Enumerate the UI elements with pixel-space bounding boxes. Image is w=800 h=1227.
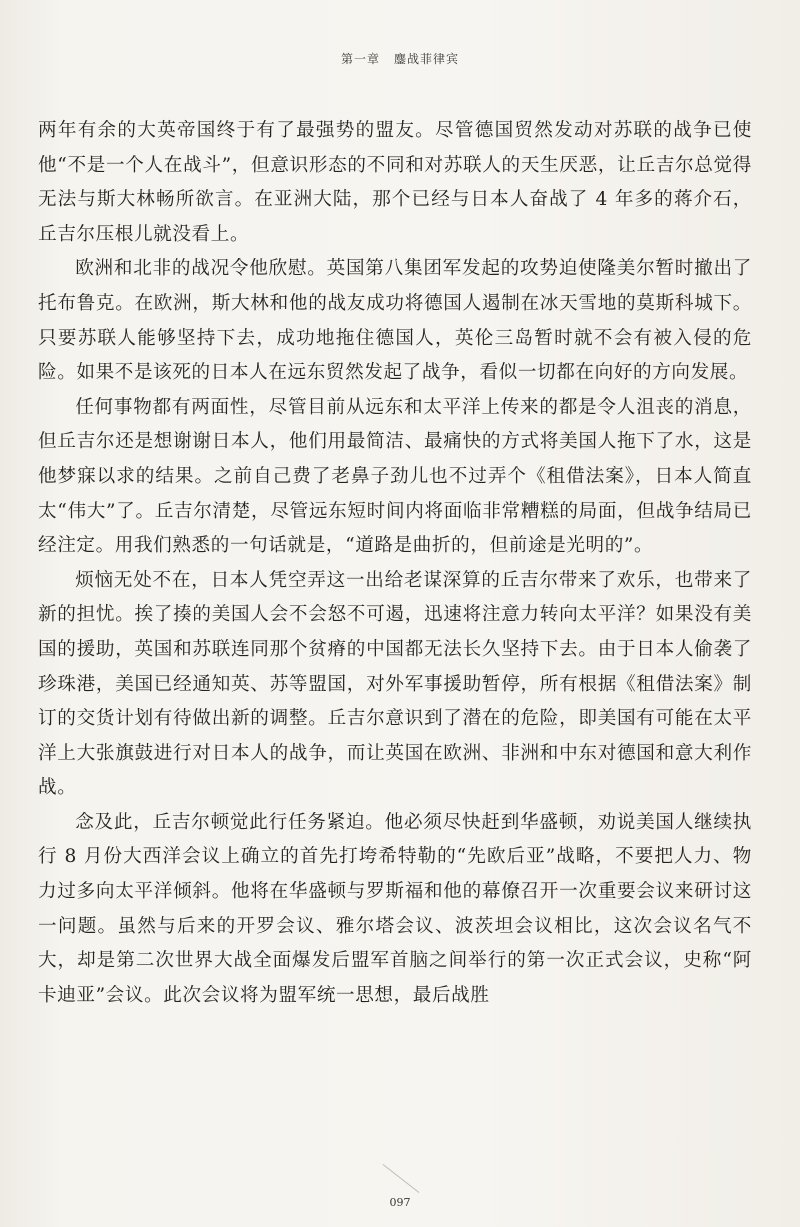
chapter-title: 鏖战菲律宾	[394, 52, 460, 66]
chapter-number: 第一章	[340, 52, 380, 66]
paragraph-4: 烦恼无处不在，日本人凭空弄这一出给老谋深算的丘吉尔带来了欢乐，也带来了新的担忧。挨了揍的美国人会不会怒不可遏，迅速将注意力转向太平洋？如果没有美国的援助，英国和苏联连同那个贫瘠的中国都无法长久坚持下去。由于日本人偷袭了珍珠港，美国已经通知英、苏等盟国，对外军事援助暂停，所有根据《租借法案》制订的交货计划有待做出新的调整。丘吉尔意识到了潜在的危险，即美国有可能在太平洋上大张旗鼓进行对日本人的战争，而让英国在欧洲、非洲和中东对德国和意大利作战。	[38, 569, 752, 799]
paragraph-5: 念及此，丘吉尔顿觉此行任务紧迫。他必须尽快赶到华盛顿，劝说美国人继续执行 8 月份大西洋会议上确立的首先打垮希特勒的“先欧后亚”战略，不要把人力、物力过多向太平洋倾斜。他将在华盛顿与罗斯福和他的幕僚召开一次重要会议来研讨这一问题。虽然与后来的开罗会议、雅尔塔会议、波茨坦会议相比，这次会议名气不大，却是第二次世界大战全面爆发后盟军首脑之间举行的第一次正式会议，史称“阿卡迪亚”会议。此次会议将为盟军统一思想，最后战胜	[38, 811, 752, 1006]
paragraph-3: 任何事物都有两面性，尽管目前从远东和太平洋上传来的都是令人沮丧的消息，但丘吉尔还是想谢谢日本人，他们用最简洁、最痛快的方式将美国人拖下了水，这是他梦寐以求的结果。之前自己费了老鼻子劲儿也不过弄个《租借法案》，日本人简直太“伟大”了。丘吉尔清楚，尽管远东短时间内将面临非常糟糕的局面，但战争结局已经注定。用我们熟悉的一句话就是，“道路是曲折的，但前途是光明的”。	[38, 396, 752, 557]
scan-artifact-line	[383, 1164, 420, 1193]
running-header	[0, 50, 800, 67]
body-text	[38, 114, 752, 1013]
page-number: 097	[389, 1196, 411, 1209]
paragraph-1: 两年有余的大英帝国终于有了最强势的盟友。尽管德国贸然发动对苏联的战争已使他“不是一个人在战斗”，但意识形态的不同和对苏联人的天生厌恶，让丘吉尔总觉得无法与斯大林畅所欲言。在亚洲大陆，那个已经与日本人奋战了 4 年多的蒋介石，丘吉尔压根儿就没看上。	[38, 120, 752, 245]
paragraph-2: 欧洲和北非的战况令他欣慰。英国第八集团军发起的攻势迫使隆美尔暂时撤出了托布鲁克。在欧洲，斯大林和他的战友成功将德国人遏制在冰天雪地的莫斯科城下。只要苏联人能够坚持下去，成功地拖住德国人，英伦三岛暂时就不会有被入侵的危险。如果不是该死的日本人在远东贸然发起了战争，看似一切都在向好的方向发展。	[38, 258, 752, 384]
